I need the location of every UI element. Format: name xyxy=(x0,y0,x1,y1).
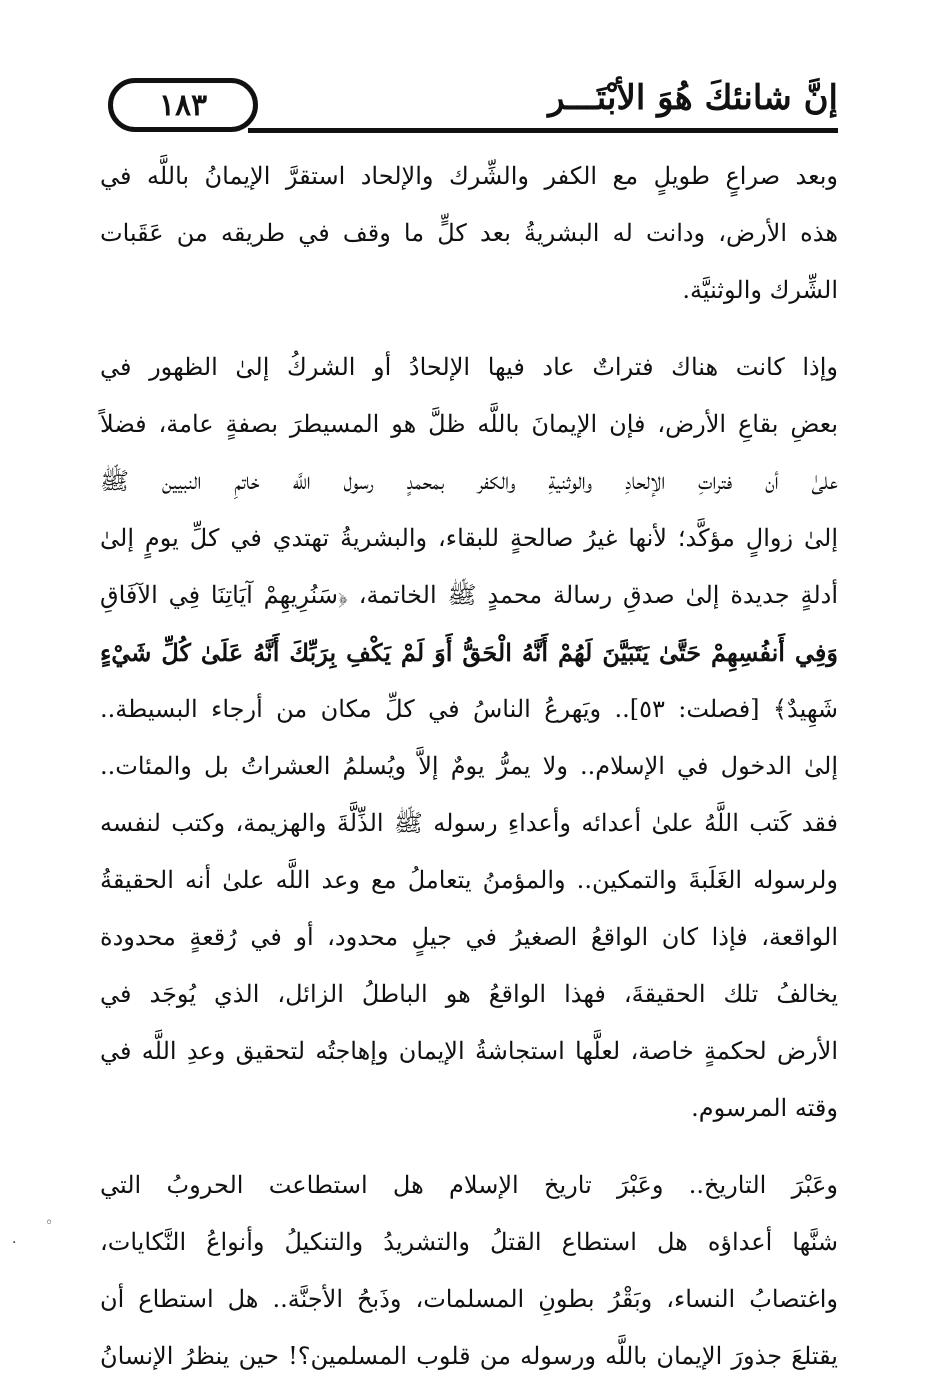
page-header xyxy=(98,70,838,140)
running-title: إنَّ شانئكَ هُوَ الأبْتَـــر xyxy=(548,78,838,118)
text-line: الشِّرك والوثنيَّة. xyxy=(682,276,838,304)
paragraph xyxy=(100,339,838,1137)
text-line: علىٰ أن فتراتِ الإلحادِ والوثنيةِ والكفر بمحمدٍ رسول اللَّه خاتمِ النبيين ﷺ xyxy=(100,467,838,495)
text-line: أدلةٍ جديدة إلىٰ صدقِ رسالة محمدٍ ﷺ الخاتمة، ﴿سَنُرِيهِمْ آيَاتِنَا فِي الآفَاقِ xyxy=(100,581,838,609)
text-line: واغتصابُ النساء، وبَقْرُ بطونِ المسلمات، وذَبحُ الأجنَّة.. هل استطاع أن xyxy=(100,1285,838,1313)
text-line: الأرض لحكمةٍ خاصة، لعلَّها استجاشةُ الإيمان وإهاجتُه لتحقيق وعدِ اللَّه في xyxy=(100,1037,838,1065)
paragraph xyxy=(100,1157,838,1385)
text-line: بعضِ بقاعِ الأرض، فإن الإيمانَ باللَّه ظلَّ هو المسيطرَ بصفةٍ عامة، فضلاً xyxy=(100,410,838,438)
paragraph xyxy=(100,148,838,319)
text-line: ولرسوله الغَلَبةَ والتمكين.. والمؤمنُ يتعاملُ مع وعد اللَّه علىٰ أنه الحقيقةُ xyxy=(100,866,838,894)
text-line: وإذا كانت هناك فتراتٌ عاد فيها الإلحادُ أو الشركُ إلىٰ الظهور في xyxy=(100,353,838,381)
body-text xyxy=(100,148,838,1385)
paragraph-gap xyxy=(100,319,838,339)
page-number: ١٨٣ xyxy=(108,78,258,132)
quran-verse-line: وَفِي أَنفُسِهِمْ حَتَّىٰ يَتَبَيَّنَ لَهُمْ أَنَّهُ الْحَقُّ أَوَ لَمْ يَكْفِ بِرَبِّكَ أَنَّهُ عَلَىٰ كُلِّ شَيْءٍ xyxy=(100,638,838,667)
text-line: الواقعة، فإذا كان الواقعُ الصغيرُ في جيلٍ محدود، أو في رُقعةٍ محدودة xyxy=(100,923,838,951)
text-line: هذه الأرض، ودانت له البشريةُ بعد كلٍّ ما وقف في طريقه من عَقَبات xyxy=(100,219,838,247)
text-line: شَهِيدٌ﴾ [فصلت: ٥٣].. ويَهرعُ الناسُ في كلِّ مكان من أرجاء البسيطة.. xyxy=(100,695,838,723)
text-line: يقتلعَ جذورَ الإيمان باللَّه ورسوله من قلوب المسلمين؟! حين ينظرُ الإنسانُ xyxy=(100,1342,838,1370)
scan-speck: · xyxy=(12,1235,17,1251)
text-line: شنَّها أعداؤه هل استطاع القتلُ والتشريدُ والتنكيلُ وأنواعُ النَّكايات، xyxy=(100,1228,838,1256)
header-rule xyxy=(248,128,838,133)
text-line: فقد كَتب اللَّهُ علىٰ أعدائه وأعداءِ رسوله ﷺ الذِّلَّةَ والهزيمة، وكتب لنفسه xyxy=(100,809,838,837)
text-line: وعَبْرَ التاريخ.. وعَبْرَ تاريخ الإسلام هل استطاعت الحروبُ التي xyxy=(100,1171,838,1199)
text-line: إلىٰ الدخول في الإسلام.. ولا يمرُّ يومٌ إلاَّ ويُسلمُ العشراتُ بل والمئات.. xyxy=(100,752,838,780)
text-line: إلىٰ زوالٍ مؤكَّد؛ لأنها غيرُ صالحةٍ للبقاء، والبشريةُ تهتدي في كلِّ يومٍ إلىٰ xyxy=(100,524,838,552)
paragraph-gap xyxy=(100,1137,838,1157)
text-line: يخالفُ تلك الحقيقةَ، فهذا الواقعُ هو الباطلُ الزائل، الذي يُوجَد في xyxy=(100,980,838,1008)
text-line: وبعد صراعٍ طويلٍ مع الكفر والشِّرك والإلحاد استقرَّ الإيمانُ باللَّه في xyxy=(100,162,838,190)
scan-speck: ◦ xyxy=(45,1215,54,1231)
text-line: وقته المرسوم. xyxy=(691,1094,838,1122)
